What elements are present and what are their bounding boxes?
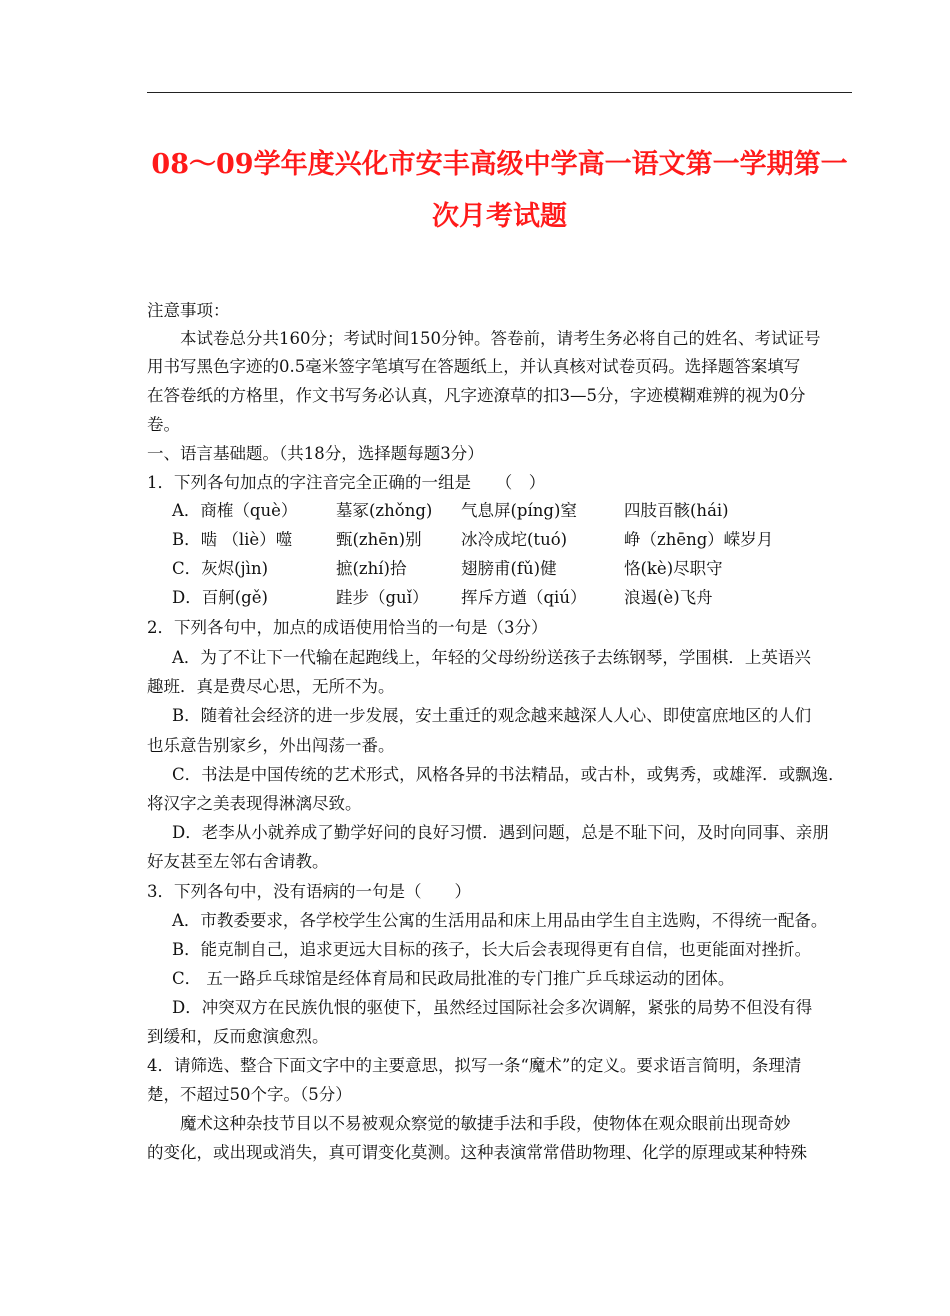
q1-option-cell: 翅膀甫(fǔ)健	[461, 559, 557, 578]
question-2-line: D．老李从小就养成了勤学好问的良好习惯．遇到问题，总是不耻下问，及时向同事、亲朋	[172, 823, 829, 842]
section-heading: 一、语言基础题。（共18分，选择题每题3分）	[147, 444, 484, 463]
q1-option-cell: 跬步（guǐ）	[336, 588, 429, 607]
page-title-line-2: 次月考试题	[432, 201, 567, 232]
q1-option-cell: A．商榷（què）	[172, 501, 298, 520]
question-3-line: B．能克制自己，追求更远大目标的孩子，长大后会表现得更有自信，也更能面对挫折。	[172, 940, 812, 959]
question-4-passage-line: 的变化，或出现或消失，真可谓变化莫测。这种表演常常借助物理、化学的原理或某种特殊	[147, 1143, 807, 1162]
q1-option-cell: B．啮 （liè）噬	[172, 530, 293, 549]
question-2-line: 将汉字之美表现得淋漓尽致。	[147, 794, 362, 813]
q1-option-cell: 浪遏(è)飞舟	[624, 588, 713, 607]
notice-heading: 注意事项：	[147, 301, 230, 320]
question-2-line: C．书法是中国传统的艺术形式，风格各异的书法精品，或古朴，或隽秀，或雄浑．或飘逸．	[172, 765, 845, 784]
q1-option-cell: 挥斥方遒（qiú）	[461, 588, 587, 607]
question-2-line: 也乐意告别家乡，外出闯荡一番。	[147, 736, 395, 755]
notice-line: 卷。	[147, 415, 180, 434]
question-2-line: 趣班．真是费尽心思，无所不为。	[147, 677, 395, 696]
notice-line: 在答卷纸的方格里，作文书写务必认真，凡字迹潦草的扣3—5分，字迹模糊难辨的视为0分	[147, 386, 806, 405]
q1-option-cell: 气息屏(píng)窒	[461, 501, 577, 520]
q1-option-cell: 摭(zhí)拾	[336, 559, 407, 578]
q1-option-cell: 甄(zhēn)别	[336, 530, 422, 549]
question-2-line: B．随着社会经济的进一步发展，安土重迁的观念越来越深人人心、即使富庶地区的人们	[172, 706, 812, 725]
q1-option-cell: 四肢百骸(hái)	[624, 501, 729, 520]
notice-line: 用书写黑色字迹的0.5毫米签字笔填写在答题纸上，并认真核对试卷页码。选择题答案填写	[147, 357, 801, 376]
question-4-line: 楚，不超过50个字。（5分）	[147, 1085, 352, 1104]
question-2-line: A．为了不让下一代输在起跑线上，年轻的父母纷纷送孩子去练钢琴，学围棋．上英语兴	[172, 648, 811, 667]
question-4-passage-line: 魔术这种杂技节目以不易被观众察觉的敏捷手法和手段，使物体在观众眼前出现奇妙	[180, 1114, 791, 1133]
question-2-line: 好友甚至左邻右舍请教。	[147, 852, 329, 871]
page-title-line-1: 08～09学年度兴化市安丰高级中学高一语文第一学期第一	[151, 149, 848, 180]
header-rule	[147, 92, 852, 93]
q1-option-cell: 墓冢(zhǒng)	[336, 501, 433, 520]
question-3-line: C． 五一路乒乓球馆是经体育局和民政局批准的专门推广乒乓球运动的团体。	[172, 969, 735, 988]
q1-option-cell: C．灰烬(jìn)	[172, 559, 269, 578]
question-4-stem: 4．请筛选、整合下面文字中的主要意思，拟写一条“魔术”的定义。要求语言简明，条理清	[147, 1056, 802, 1075]
question-3-line: A．市教委要求，各学校学生公寓的生活用品和床上用品由学生自主选购，不得统一配备。	[172, 911, 828, 930]
q1-option-cell: 恪(kè)尽职守	[624, 559, 723, 578]
notice-line: 本试卷总分共160分；考试时间150分钟。答卷前，请考生务必将自己的姓名、考试证号	[180, 329, 821, 348]
q1-option-cell: 峥（zhēng）嵘岁月	[624, 530, 774, 549]
question-3-line: 到缓和，反而愈演愈烈。	[147, 1027, 329, 1046]
q1-option-cell: D．百舸(gě)	[172, 588, 268, 607]
question-1-stem: 1．下列各句加点的字注音完全正确的一组是 （ ）	[147, 473, 546, 492]
question-3-line: D．冲突双方在民族仇恨的驱使下，虽然经过国际社会多次调解，紧张的局势不但没有得	[172, 998, 813, 1017]
question-2-stem: 2．下列各句中，加点的成语使用恰当的一句是（3分）	[147, 618, 548, 637]
question-3-stem: 3．下列各句中，没有语病的一句是（ ）	[147, 882, 471, 901]
q1-option-cell: 冰冷成坨(tuó)	[461, 530, 568, 549]
